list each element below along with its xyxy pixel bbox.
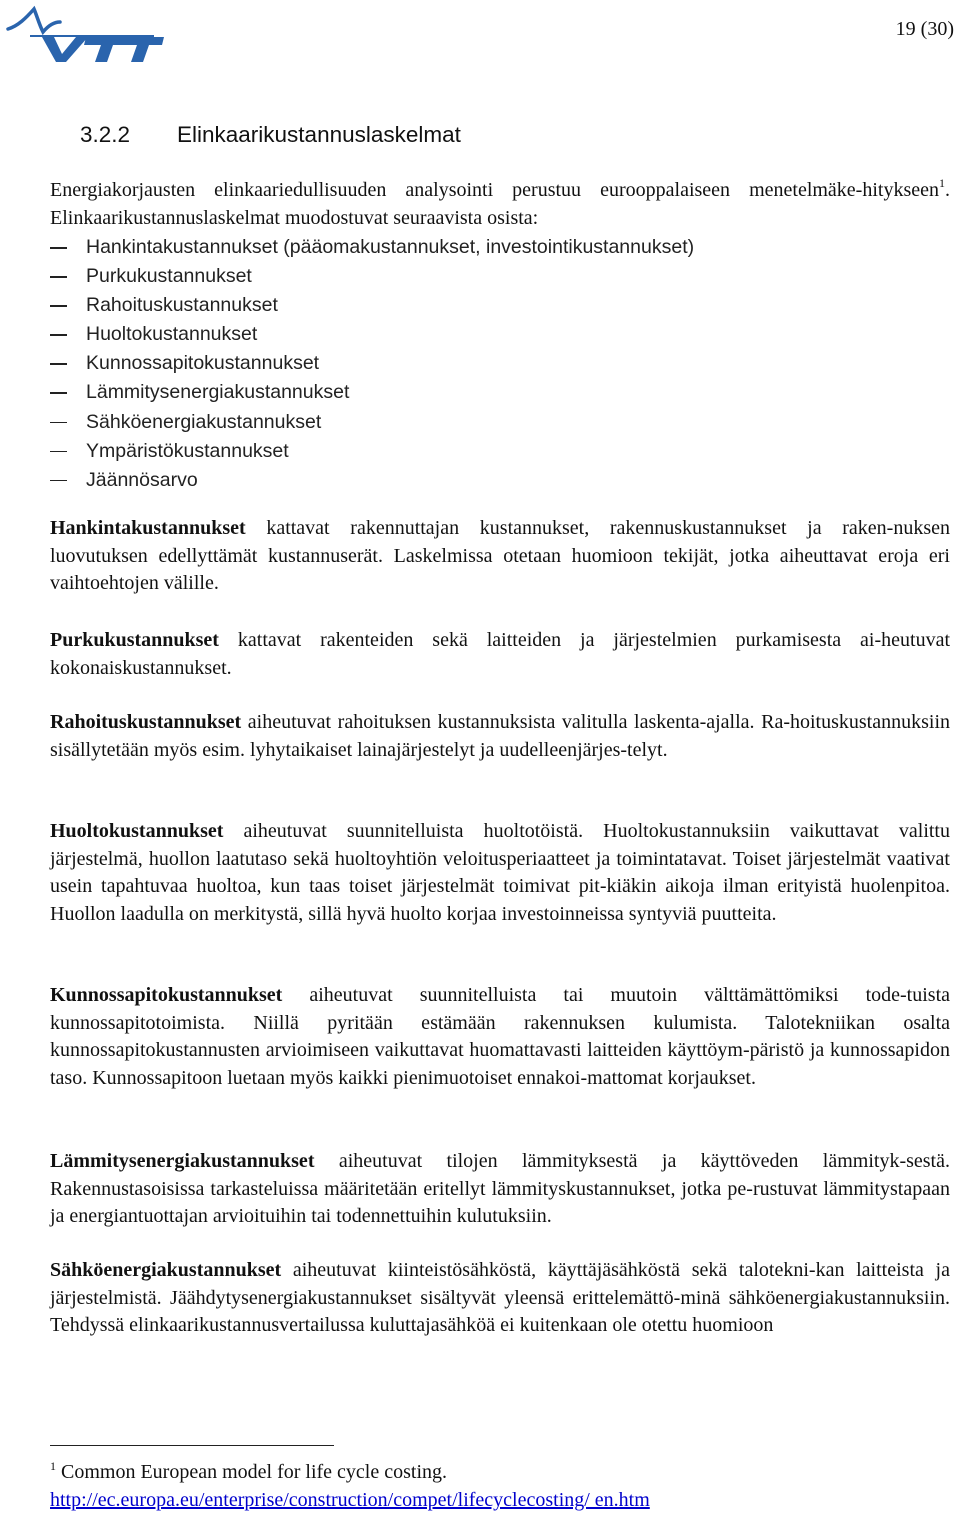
footnote-reference[interactable]: 1 [939,176,945,190]
paragraph-purku [50,627,950,682]
paragraph-text: aiheutuvat kiinteistösähköstä, käyttäjäsähköstä sekä talotekni-kan laitteista ja järjestelmistä. Jäähdytysenergiakustannukset sisältyvät yleensä erittelemättö-minä sähköenergiakustannuksiin. Tehdyssä elinkaarikustannusvertailussa kuluttajasähköä ei kuitenkaan ole otettu huomioon [50,1259,950,1336]
paragraph-term: Huoltokustannukset [50,820,224,842]
paragraph-term: Hankintakustannukset [50,517,246,539]
paragraph-term: Rahoituskustannukset [50,711,242,733]
dash-bullet [50,422,67,424]
logo-letter-t2 [120,37,164,62]
intro-paragraph [50,177,950,232]
paragraph-lammitys [50,1148,950,1231]
paragraph-hankinta [50,515,950,598]
paragraph-text: kattavat rakennuttajan kustannukset, rakennuskustannukset ja raken-nuksen luovutuksen edellyttämät kustannuserät. Laskelmissa otetaan huomioon tekijät, jotka aiheuttavat eroja eri vaihtoehtojen välille. [50,517,950,594]
section-heading [80,122,461,148]
cost-components-list [50,233,694,495]
dash-bullet [50,451,67,453]
list-item: Rahoituskustannukset [50,291,694,320]
list-item: Sähköenergiakustannukset [50,408,694,437]
list-item: Kunnossapitokustannukset [50,349,694,378]
section-title: Elinkaarikustannuslaskelmat [177,122,461,147]
page-number: 19 (30) [895,18,954,40]
logo-wave [8,9,60,32]
footnote-number: 1 [50,1459,56,1473]
paragraph-text: aiheutuvat tilojen lämmityksestä ja käyttöveden lämmityk-sestä. Rakennustasoisissa tarkasteluissa määritetään eritellyt lämmityskustannukset, jotka pe-rustuvat lämmitystapaan ja energiantuottajan arvioituihin tai todennettuihin kulutuksiin. [50,1150,950,1227]
paragraph-text: aiheutuvat suunnitelluista tai muutoin välttämättömiksi tode-tuista kunnossapitotoimista. Niillä pyritään estämään rakennuksen kulumista. Talotekniikan osalta kunnossapitokustannusten arvioimiseen vaikuttavat huomattavasti laitteiden käyttöym-päristö ja kunnossapidon taso. Kunnossapitoon luetaan myös kaikki pienimuotoiset ennakoi-mattomat korjaukset. [50,984,950,1089]
footnote-link[interactable]: http://ec.europa.eu/enterprise/construction/compet/lifecyclecosting/ en.htm [50,1489,650,1511]
paragraph-rahoitus [50,709,950,764]
footnote [50,1458,650,1514]
paragraph-term: Purkukustannukset [50,629,219,651]
dash-bullet [50,480,67,482]
paragraph-kunnossapito [50,982,950,1092]
dash-bullet [50,276,67,278]
paragraph-term: Sähköenergiakustannukset [50,1259,282,1281]
list-item: Ympäristökustannukset [50,437,694,466]
footnote-text: Common European model for life cycle costing. [56,1461,448,1483]
paragraph-text: kattavat rakenteiden sekä laitteiden ja järjestelmien purkamisesta ai-heutuvat kokonaiskustannukset. [50,629,950,679]
list-item: Lämmitysenergiakustannukset [50,378,694,407]
dash-bullet [50,334,67,336]
paragraph-term: Kunnossapitokustannukset [50,984,283,1006]
paragraph-sahko [50,1257,950,1340]
section-number: 3.2.2 [80,122,131,147]
dash-bullet [50,392,67,394]
intro-text-1: Energiakorjausten elinkaariedullisuuden analysointi perustuu eurooppalaiseen menetelmäke-hitykseen [50,179,939,201]
list-item: Hankintakustannukset (pääomakustannukset, investointikustannukset) [50,233,694,262]
list-item: Purkukustannukset [50,262,694,291]
footnote-line [50,1458,650,1486]
dash-bullet [50,363,67,365]
paragraph-term: Lämmitysenergiakustannukset [50,1150,315,1172]
paragraph-huolto [50,818,950,928]
list-item: Huoltokustannukset [50,320,694,349]
dash-bullet [50,247,67,249]
paragraph-text: aiheutuvat rahoituksen kustannuksista valitulla laskenta-ajalla. Ra-hoituskustannuksiin sisällytetään myös esim. lyhytaikaiset lainajärjestelyt ja uudelleenjärjes-telyt. [50,711,950,761]
footnote-divider [50,1445,334,1446]
paragraph-text: aiheutuvat suunnitelluista huoltotöistä. Huoltokustannuksiin vaikuttavat valittu järjestelmä, huollon laatutaso sekä huoltoyhtiön veloitusperiaatteet ja toimintatavat. Toiset järjestelmät vaativat usein tapahtuvaa huoltoa, kun taas toiset järjestelmät toimivat pit-kiäkin aikoja ilman erityistä huolenpitoa. Huollon laadulla on merkitystä, sillä hyvä huolto korjaa investoinneissa syntyviä puutteita. [50,820,950,925]
vtt-logo [4,2,164,64]
logo-letter-v [42,37,88,62]
dash-bullet [50,305,67,307]
intro-text-2: . Elinkaarikustannuslaskelmat muodostuvat seuraavista osista: [50,179,950,229]
list-item: Jäännösarvo [50,466,694,495]
